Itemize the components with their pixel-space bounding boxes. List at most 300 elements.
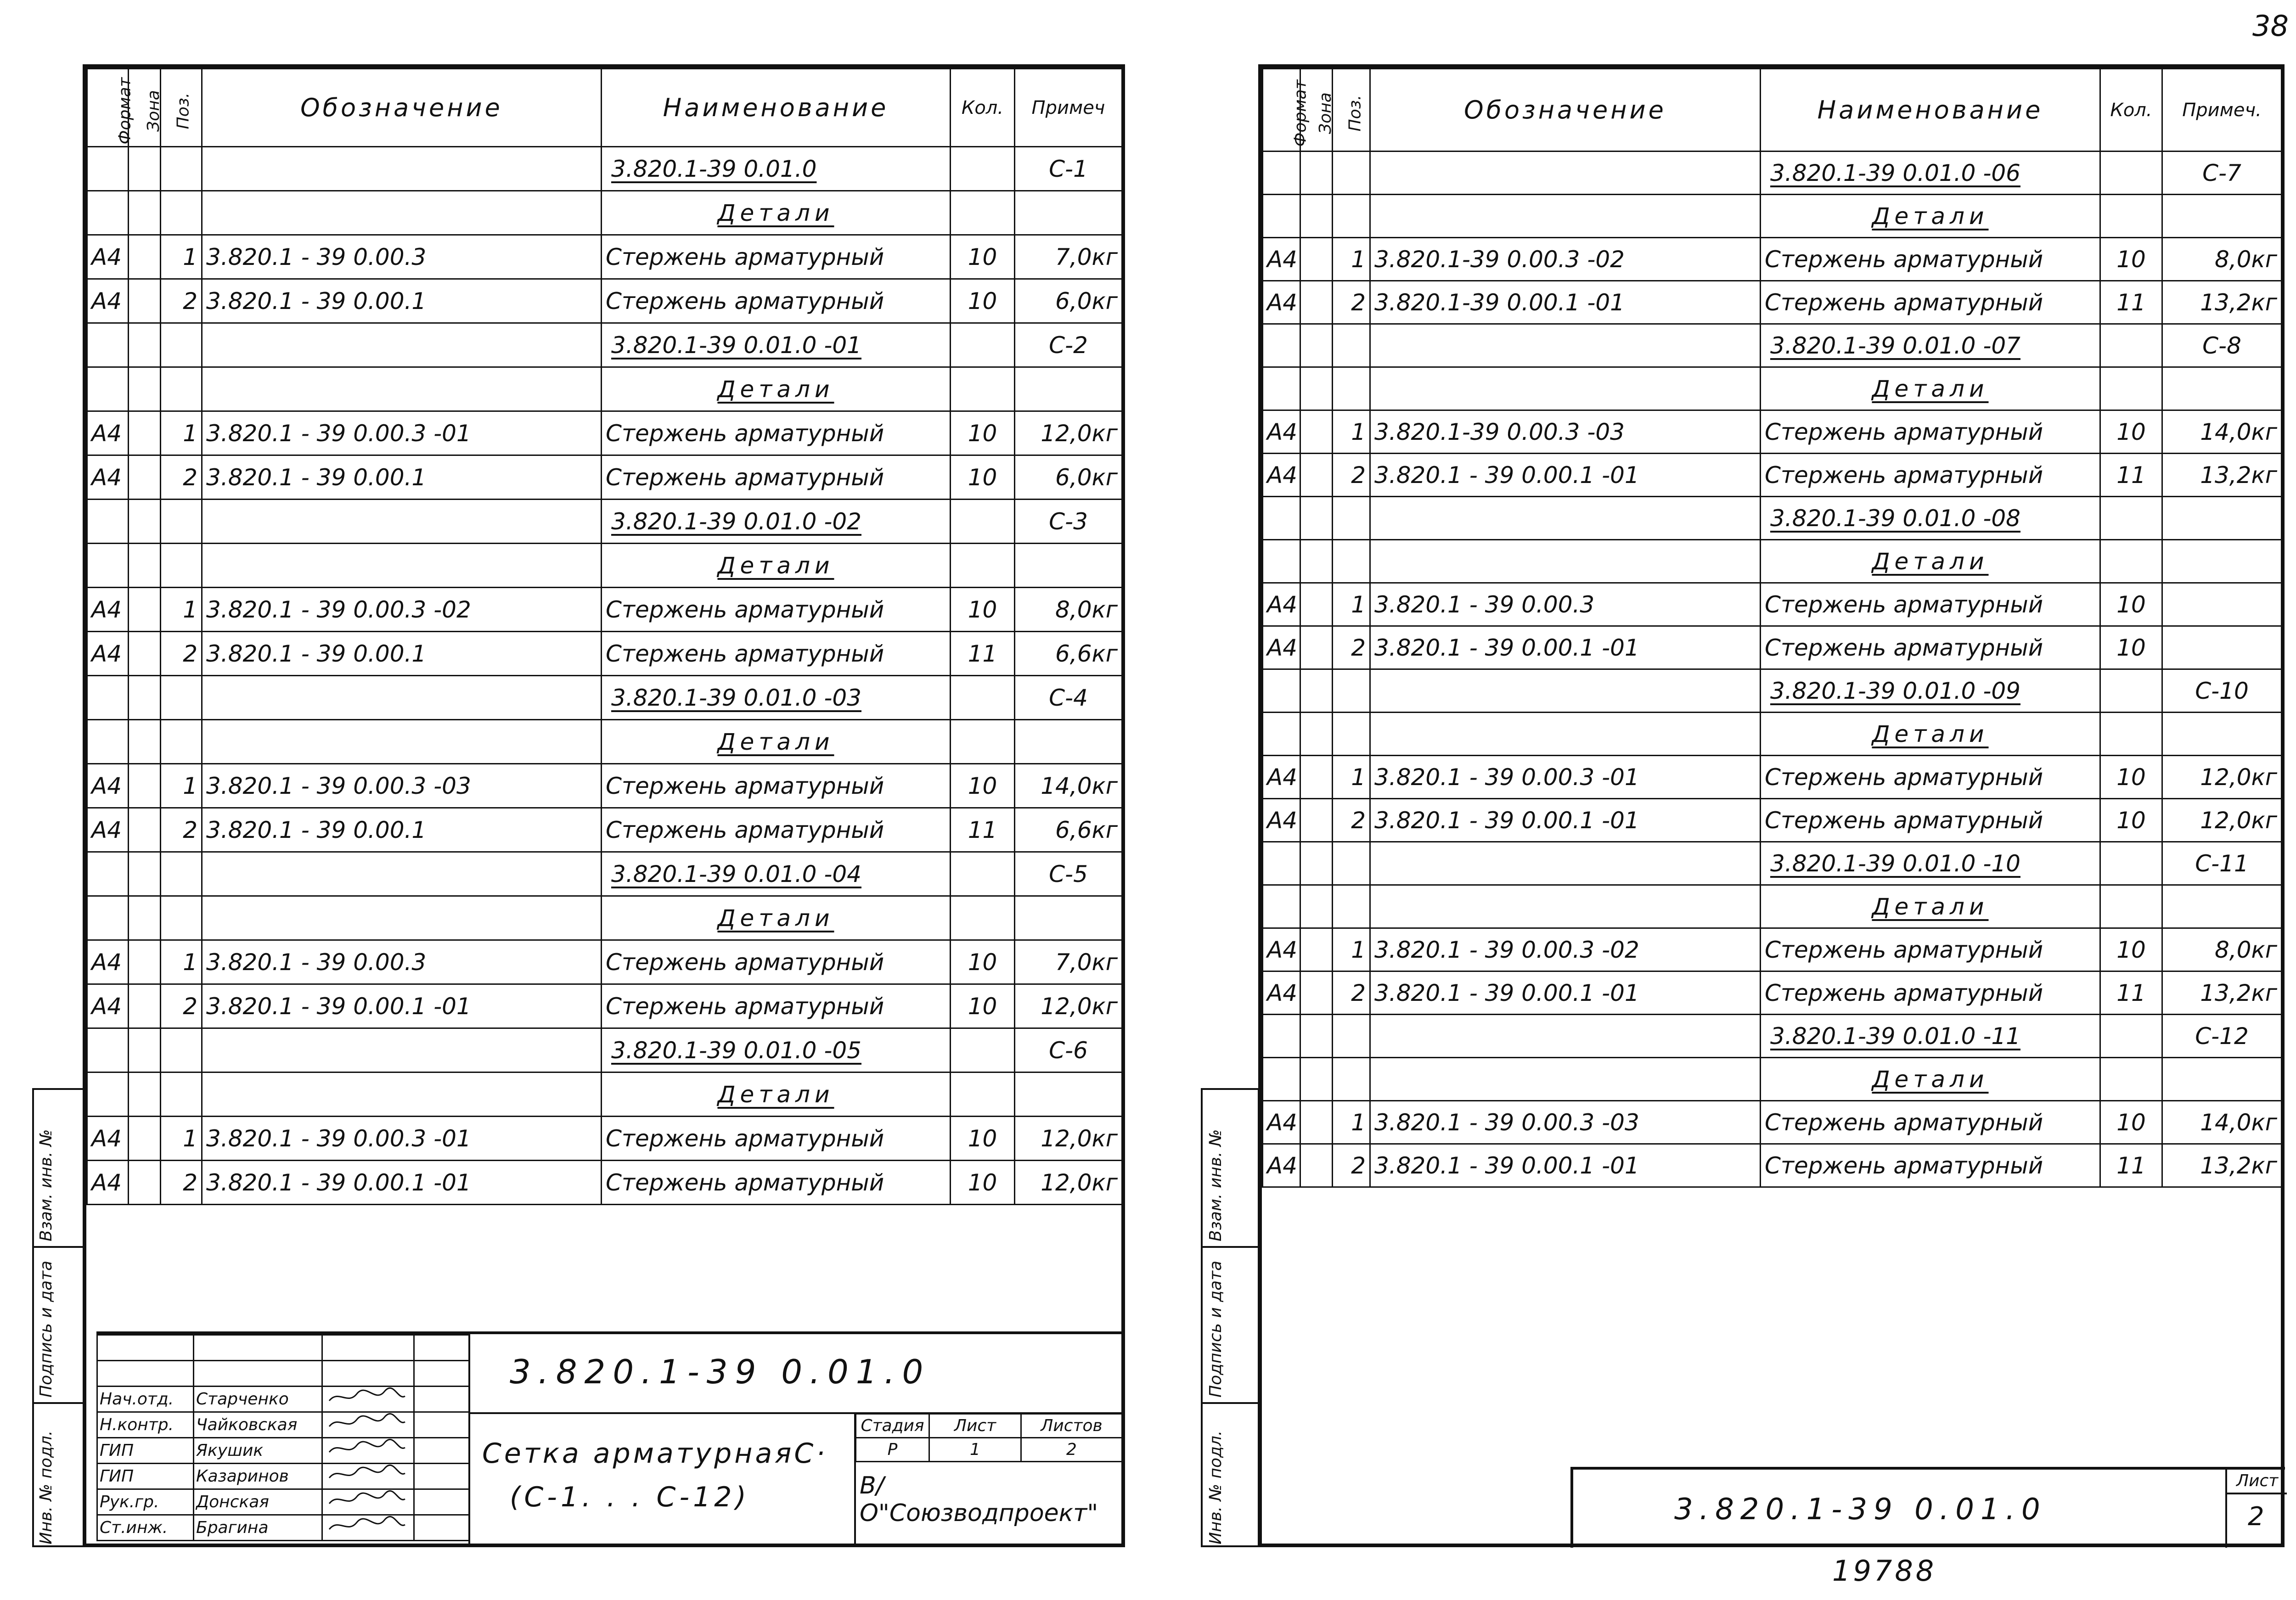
format-cell xyxy=(87,852,129,896)
header-name: Наименование xyxy=(1761,69,2100,152)
name-cell: Стержень арматурный xyxy=(602,808,951,852)
spec-row xyxy=(87,279,1122,323)
zone-cell xyxy=(129,1028,161,1072)
zone-cell xyxy=(129,676,161,720)
qty-cell: 10 xyxy=(2100,928,2162,971)
header-qty: Кол. xyxy=(2100,69,2162,152)
person-name-cell: Чайковская xyxy=(194,1412,322,1438)
note-cell: 12,0кг xyxy=(1015,984,1122,1028)
assembly-designation-cell xyxy=(602,676,951,720)
note-cell: С-8 xyxy=(2162,324,2282,367)
format-cell: А4 xyxy=(1263,1144,1300,1187)
pos-cell: 2 xyxy=(1333,626,1370,669)
name-cell: Стержень арматурный xyxy=(1761,1144,2100,1187)
signature-row xyxy=(97,1387,469,1412)
designation-cell: 3.820.1 - 39 0.00.3 xyxy=(202,235,602,279)
format-cell xyxy=(87,1028,129,1072)
section-heading: Детали xyxy=(717,376,834,403)
blank-cell xyxy=(97,1335,194,1361)
blank-cell xyxy=(322,1335,414,1361)
header-format: Формат xyxy=(1263,69,1300,152)
pos-cell: 2 xyxy=(1333,281,1370,324)
spec-row xyxy=(87,455,1122,500)
designation-cell: 3.820.1-39 0.00.1 -01 xyxy=(1370,281,1761,324)
format-cell: А4 xyxy=(1263,238,1300,281)
zone-cell xyxy=(129,367,161,411)
designation-cell xyxy=(202,323,602,367)
pos-cell: 1 xyxy=(161,588,202,632)
assembly-designation-cell xyxy=(1761,324,2100,367)
format-cell xyxy=(1263,1058,1300,1101)
name-cell: Стержень арматурный xyxy=(602,984,951,1028)
assembly-designation-cell xyxy=(602,852,951,896)
qty-cell xyxy=(2100,497,2162,540)
handwritten-signature xyxy=(325,1490,407,1510)
spec-row xyxy=(1263,799,2282,842)
spec-row xyxy=(1263,497,2282,540)
spec-row xyxy=(87,367,1122,411)
signature-row xyxy=(97,1438,469,1464)
name-cell: Стержень арматурный xyxy=(602,632,951,676)
header-designation: Обозначение xyxy=(1370,69,1761,152)
side-label-sign-date: Подпись и дата xyxy=(1206,1260,1225,1398)
qty-cell xyxy=(951,323,1015,367)
format-cell xyxy=(1263,842,1300,885)
spec-row xyxy=(1263,540,2282,583)
note-cell: 14,0кг xyxy=(1015,764,1122,808)
designation-cell xyxy=(202,1028,602,1072)
designation-cell xyxy=(1370,1058,1761,1101)
zone-cell xyxy=(129,544,161,588)
note-cell: С-4 xyxy=(1015,676,1122,720)
archive-code: 19788 xyxy=(1832,1554,1937,1588)
designation-cell: 3.820.1 - 39 0.00.1 -01 xyxy=(1370,454,1761,497)
name-cell: Стержень арматурный xyxy=(1761,454,2100,497)
role-cell: Рук.гр. xyxy=(97,1489,194,1515)
qty-cell: 11 xyxy=(2100,971,2162,1015)
left-table-header xyxy=(87,69,1122,147)
pos-cell: 2 xyxy=(161,632,202,676)
note-cell xyxy=(2162,195,2282,238)
zone-cell xyxy=(129,455,161,500)
spec-row xyxy=(87,1072,1122,1117)
designation-cell xyxy=(1370,152,1761,195)
pos-cell: 2 xyxy=(161,1161,202,1205)
pos-cell: 1 xyxy=(1333,756,1370,799)
spec-row xyxy=(1263,281,2282,324)
designation-cell: 3.820.1 - 39 0.00.1 xyxy=(202,279,602,323)
designation-cell xyxy=(1370,497,1761,540)
assembly-designation-cell xyxy=(1761,1015,2100,1058)
spec-row xyxy=(87,808,1122,852)
section-heading-cell xyxy=(602,191,951,235)
spec-row xyxy=(87,1028,1122,1072)
blank-cell xyxy=(414,1335,469,1361)
zone-cell xyxy=(1300,669,1333,713)
header-qty: Кол. xyxy=(951,69,1015,147)
pos-cell xyxy=(161,1028,202,1072)
note-cell: 12,0кг xyxy=(2162,756,2282,799)
note-cell: С-7 xyxy=(2162,152,2282,195)
format-cell: А4 xyxy=(87,940,129,984)
zone-cell xyxy=(129,147,161,191)
blank-cell xyxy=(414,1361,469,1387)
assembly-designation: 3.820.1-39 0.01.0 -07 xyxy=(1770,332,2020,359)
section-heading-cell xyxy=(1761,540,2100,583)
header-designation: Обозначение xyxy=(202,69,602,147)
header-zone: Зона xyxy=(1300,69,1333,152)
format-cell xyxy=(1263,540,1300,583)
spec-row xyxy=(1263,885,2282,928)
qty-cell xyxy=(951,852,1015,896)
note-cell xyxy=(2162,885,2282,928)
left-spec-table xyxy=(86,68,1123,1205)
pos-cell xyxy=(161,323,202,367)
spec-row xyxy=(1263,1101,2282,1144)
pos-cell xyxy=(161,500,202,544)
format-cell: А4 xyxy=(1263,1101,1300,1144)
name-cell: Стержень арматурный xyxy=(602,411,951,455)
designation-cell: 3.820.1 - 39 0.00.1 xyxy=(202,455,602,500)
zone-cell xyxy=(129,279,161,323)
qty-cell xyxy=(2100,540,2162,583)
blank-cell xyxy=(194,1361,322,1387)
designation-cell xyxy=(202,367,602,411)
designation-cell xyxy=(1370,367,1761,410)
person-name-cell: Якушик xyxy=(194,1438,322,1464)
spec-row xyxy=(1263,971,2282,1015)
zone-cell xyxy=(1300,281,1333,324)
zone-cell xyxy=(1300,238,1333,281)
name-cell: Стержень арматурный xyxy=(1761,281,2100,324)
side-label-sign-date: Подпись и дата xyxy=(37,1260,56,1398)
name-cell: Стержень арматурный xyxy=(1761,799,2100,842)
note-cell: 8,0кг xyxy=(2162,238,2282,281)
header-zone: Зона xyxy=(129,69,161,147)
spec-row xyxy=(87,896,1122,940)
zone-cell xyxy=(129,1161,161,1205)
qty-cell: 10 xyxy=(951,940,1015,984)
date-cell xyxy=(414,1464,469,1489)
qty-cell: 10 xyxy=(951,279,1015,323)
qty-cell xyxy=(2100,324,2162,367)
spec-row xyxy=(1263,324,2282,367)
format-cell xyxy=(1263,324,1300,367)
qty-cell xyxy=(2100,713,2162,756)
section-heading: Детали xyxy=(1872,375,1989,402)
pos-cell xyxy=(1333,540,1370,583)
name-cell: Стержень арматурный xyxy=(1761,238,2100,281)
section-heading-cell xyxy=(1761,1058,2100,1101)
right-stamp-doc-code: 3.820.1-39 0.01.0 xyxy=(1674,1493,2047,1527)
designation-cell: 3.820.1 - 39 0.00.1 xyxy=(202,632,602,676)
format-cell xyxy=(87,367,129,411)
assembly-designation-cell xyxy=(602,323,951,367)
format-cell: А4 xyxy=(87,455,129,500)
note-cell: 13,2кг xyxy=(2162,454,2282,497)
signature-row xyxy=(97,1464,469,1489)
qty-cell: 10 xyxy=(2100,626,2162,669)
zone-cell xyxy=(129,896,161,940)
assembly-designation: 3.820.1-39 0.01.0 -10 xyxy=(1770,850,2020,877)
pos-cell: 1 xyxy=(161,764,202,808)
spec-row xyxy=(1263,1015,2282,1058)
qty-cell: 10 xyxy=(951,764,1015,808)
spec-row xyxy=(1263,842,2282,885)
format-cell xyxy=(87,896,129,940)
pos-cell xyxy=(1333,1015,1370,1058)
section-heading: Детали xyxy=(717,904,834,932)
qty-cell: 10 xyxy=(951,1117,1015,1161)
spec-row xyxy=(1263,410,2282,454)
right-spec-table xyxy=(1262,68,2282,1188)
handwritten-signature xyxy=(325,1413,407,1433)
designation-cell: 3.820.1-39 0.00.3 -03 xyxy=(1370,410,1761,454)
format-cell xyxy=(1263,713,1300,756)
format-cell: А4 xyxy=(87,411,129,455)
name-cell: Стержень арматурный xyxy=(1761,626,2100,669)
section-heading: Детали xyxy=(717,552,834,579)
note-cell: 12,0кг xyxy=(2162,799,2282,842)
zone-cell xyxy=(129,500,161,544)
header-note: Примеч. xyxy=(2162,69,2282,152)
format-cell: А4 xyxy=(1263,626,1300,669)
format-cell xyxy=(1263,152,1300,195)
assembly-designation-cell xyxy=(602,147,951,191)
page-number: 38 xyxy=(2252,9,2289,43)
signature-row xyxy=(97,1515,469,1541)
pos-cell: 1 xyxy=(1333,928,1370,971)
qty-cell xyxy=(2100,1058,2162,1101)
header-pos: Поз. xyxy=(161,69,202,147)
zone-cell xyxy=(1300,928,1333,971)
pos-cell xyxy=(1333,324,1370,367)
section-heading-cell xyxy=(1761,713,2100,756)
spec-row xyxy=(87,323,1122,367)
zone-cell xyxy=(1300,454,1333,497)
spec-row xyxy=(87,984,1122,1028)
zone-cell xyxy=(1300,1144,1333,1187)
section-heading-cell xyxy=(1761,367,2100,410)
designation-cell: 3.820.1 - 39 0.00.1 -01 xyxy=(202,1161,602,1205)
designation-cell: 3.820.1 - 39 0.00.1 -01 xyxy=(1370,626,1761,669)
qty-cell: 10 xyxy=(951,411,1015,455)
designation-cell xyxy=(202,191,602,235)
designation-cell: 3.820.1 - 39 0.00.1 -01 xyxy=(1370,1144,1761,1187)
section-heading: Детали xyxy=(1872,720,1989,747)
right-table-header xyxy=(1263,69,2282,152)
assembly-designation-cell xyxy=(1761,497,2100,540)
spec-row xyxy=(1263,669,2282,713)
qty-cell: 10 xyxy=(2100,410,2162,454)
note-cell xyxy=(1015,544,1122,588)
qty-cell: 11 xyxy=(951,632,1015,676)
right-stamp xyxy=(1570,1467,2285,1548)
note-cell: С-1 xyxy=(1015,147,1122,191)
name-cell: Стержень арматурный xyxy=(602,1117,951,1161)
qty-cell: 11 xyxy=(2100,454,2162,497)
format-cell: А4 xyxy=(1263,410,1300,454)
zone-cell xyxy=(129,323,161,367)
qty-cell xyxy=(951,544,1015,588)
side-label-inv-podl: Инв. № подл. xyxy=(37,1430,56,1544)
date-cell xyxy=(414,1515,469,1541)
designation-cell: 3.820.1 - 39 0.00.1 xyxy=(202,808,602,852)
designation-cell: 3.820.1 - 39 0.00.3 xyxy=(1370,583,1761,626)
pos-cell xyxy=(1333,195,1370,238)
format-cell xyxy=(87,676,129,720)
designation-cell xyxy=(202,500,602,544)
signature-row xyxy=(97,1412,469,1438)
zone-cell xyxy=(129,720,161,764)
note-cell: 12,0кг xyxy=(1015,1117,1122,1161)
zone-cell xyxy=(1300,195,1333,238)
side-label-inv-podl: Инв. № подл. xyxy=(1206,1430,1225,1544)
qty-cell xyxy=(2100,669,2162,713)
note-cell: 13,2кг xyxy=(2162,1144,2282,1187)
section-heading-cell xyxy=(602,896,951,940)
designation-cell xyxy=(202,676,602,720)
designation-cell: 3.820.1 - 39 0.00.3 -02 xyxy=(1370,928,1761,971)
format-cell xyxy=(1263,1015,1300,1058)
qty-cell: 10 xyxy=(951,1161,1015,1205)
handwritten-signature xyxy=(325,1438,407,1459)
pos-cell xyxy=(1333,152,1370,195)
section-heading-cell xyxy=(1761,195,2100,238)
note-cell: С-3 xyxy=(1015,500,1122,544)
note-cell xyxy=(1015,367,1122,411)
assembly-designation: 3.820.1-39 0.01.0 -08 xyxy=(1770,505,2020,532)
stage-table xyxy=(855,1413,1123,1462)
assembly-designation: 3.820.1-39 0.01.0 -09 xyxy=(1770,677,2020,704)
header-note: Примеч xyxy=(1015,69,1122,147)
section-heading: Детали xyxy=(717,1081,834,1108)
zone-cell xyxy=(129,235,161,279)
qty-cell: 11 xyxy=(951,808,1015,852)
qty-cell xyxy=(2100,842,2162,885)
spec-row xyxy=(87,411,1122,455)
handwritten-signature xyxy=(325,1387,407,1407)
left-side-strip xyxy=(32,1088,84,1547)
format-cell xyxy=(1263,195,1300,238)
format-cell: А4 xyxy=(1263,971,1300,1015)
zone-cell xyxy=(129,808,161,852)
note-cell: 13,2кг xyxy=(2162,971,2282,1015)
sheets-value: 2 xyxy=(1021,1438,1122,1462)
header-format: Формат xyxy=(87,69,129,147)
pos-cell: 2 xyxy=(1333,971,1370,1015)
qty-cell: 10 xyxy=(2100,238,2162,281)
qty-cell xyxy=(2100,195,2162,238)
pos-cell: 2 xyxy=(161,455,202,500)
pos-cell: 1 xyxy=(1333,410,1370,454)
pos-cell xyxy=(1333,1058,1370,1101)
designation-cell: 3.820.1 - 39 0.00.3 -01 xyxy=(1370,756,1761,799)
sheet-header: Лист xyxy=(929,1414,1021,1438)
title-name-line2: (С-1. . . С-12) xyxy=(510,1481,750,1513)
zone-cell xyxy=(1300,842,1333,885)
qty-cell xyxy=(951,1072,1015,1117)
pos-cell: 2 xyxy=(161,984,202,1028)
format-cell xyxy=(1263,669,1300,713)
designation-cell xyxy=(202,852,602,896)
name-cell: Стержень арматурный xyxy=(1761,1101,2100,1144)
zone-cell xyxy=(1300,799,1333,842)
designation-cell xyxy=(202,896,602,940)
person-name-cell: Донская xyxy=(194,1489,322,1515)
zone-cell xyxy=(1300,713,1333,756)
format-cell: А4 xyxy=(87,632,129,676)
note-cell: 6,6кг xyxy=(1015,808,1122,852)
note-cell: С-10 xyxy=(2162,669,2282,713)
zone-cell xyxy=(129,852,161,896)
note-cell xyxy=(1015,1072,1122,1117)
designation-cell xyxy=(1370,540,1761,583)
stage-value: Р xyxy=(856,1438,929,1462)
pos-cell: 1 xyxy=(161,940,202,984)
signature-cell xyxy=(322,1489,414,1515)
pos-cell xyxy=(161,147,202,191)
section-heading-cell xyxy=(602,367,951,411)
pos-cell: 2 xyxy=(1333,1144,1370,1187)
section-heading: Детали xyxy=(717,728,834,755)
spec-row xyxy=(87,588,1122,632)
spec-row xyxy=(1263,928,2282,971)
pos-cell xyxy=(161,720,202,764)
pos-cell xyxy=(161,1072,202,1117)
qty-cell xyxy=(2100,152,2162,195)
zone-cell xyxy=(129,191,161,235)
name-cell: Стержень арматурный xyxy=(602,940,951,984)
pos-cell: 1 xyxy=(161,235,202,279)
note-cell: С-11 xyxy=(2162,842,2282,885)
signature-cell xyxy=(322,1515,414,1541)
format-cell: А4 xyxy=(87,235,129,279)
spec-row xyxy=(1263,152,2282,195)
spec-row xyxy=(87,147,1122,191)
note-cell xyxy=(2162,626,2282,669)
format-cell: А4 xyxy=(87,588,129,632)
right-stamp-sheet-number: 2 xyxy=(2248,1502,2264,1532)
zone-cell xyxy=(129,984,161,1028)
zone-cell xyxy=(1300,971,1333,1015)
pos-cell xyxy=(161,676,202,720)
pos-cell: 1 xyxy=(161,1117,202,1161)
pos-cell: 1 xyxy=(1333,238,1370,281)
qty-cell: 10 xyxy=(951,235,1015,279)
date-cell xyxy=(414,1412,469,1438)
section-heading: Детали xyxy=(1872,548,1989,575)
spec-row xyxy=(1263,238,2282,281)
spec-row xyxy=(1263,756,2282,799)
qty-cell: 10 xyxy=(951,455,1015,500)
pos-cell xyxy=(1333,885,1370,928)
sheet-value: 1 xyxy=(929,1438,1021,1462)
pos-cell: 2 xyxy=(1333,799,1370,842)
format-cell: А4 xyxy=(87,984,129,1028)
zone-cell xyxy=(129,764,161,808)
zone-cell xyxy=(129,632,161,676)
qty-cell: 11 xyxy=(2100,1144,2162,1187)
assembly-designation: 3.820.1-39 0.01.0 -02 xyxy=(611,508,861,535)
zone-cell xyxy=(1300,540,1333,583)
note-cell: С-2 xyxy=(1015,323,1122,367)
format-cell: А4 xyxy=(1263,583,1300,626)
note-cell: 12,0кг xyxy=(1015,1161,1122,1205)
format-cell: А4 xyxy=(87,1161,129,1205)
right-side-strip xyxy=(1201,1088,1260,1547)
spec-row xyxy=(1263,1058,2282,1101)
